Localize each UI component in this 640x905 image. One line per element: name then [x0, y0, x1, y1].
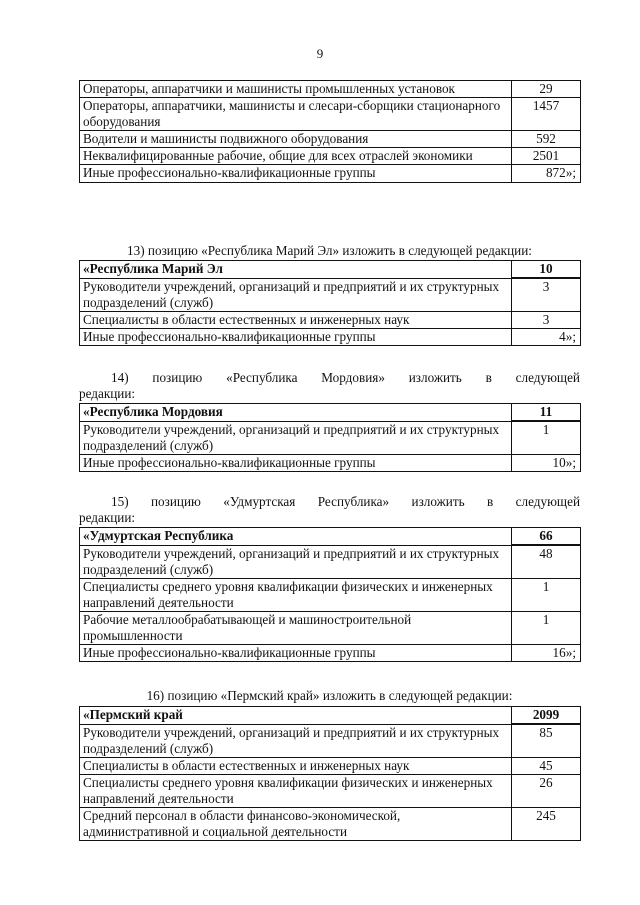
table-row — [80, 165, 581, 182]
row-label: Иные профессионально-квалификационные группы — [80, 165, 512, 182]
region-total: 66 — [512, 528, 581, 546]
row-value: 3 — [512, 311, 581, 328]
row-label: Специалисты в области естественных и инженерных наук — [80, 311, 512, 328]
row-label: Специалисты среднего уровня квалификации физических и инженерных направлений деятельности — [80, 578, 512, 611]
row-label: Руководители учреждений, организаций и предприятий и их структурных подразделений (служб) — [80, 278, 512, 311]
row-value: 1 — [512, 578, 581, 611]
table-row — [80, 278, 581, 311]
row-label: Иные профессионально-квалификационные группы — [80, 645, 512, 662]
intro-line: редакции: — [79, 510, 136, 526]
row-value: 85 — [512, 724, 581, 757]
row-value: 2501 — [512, 148, 581, 165]
row-value: 10»; — [512, 454, 581, 471]
table-row — [80, 611, 581, 644]
table-header-row — [80, 528, 581, 546]
row-value: 48 — [512, 545, 581, 578]
table-row — [80, 545, 581, 578]
region-name: «Республика Марий Эл — [80, 261, 512, 279]
table-row — [80, 808, 581, 841]
row-value: 592 — [512, 131, 581, 148]
row-label: Средний персонал в области финансово-экономической, административной и социальной деятельности — [80, 808, 512, 841]
table-row — [80, 757, 581, 774]
row-label: Иные профессионально-квалификационные группы — [80, 454, 512, 471]
section-13-intro: 13) позицию «Республика Марий Эл» изложить в следующей редакции: — [127, 243, 532, 258]
table-header-row — [80, 261, 581, 279]
continuation-table — [79, 80, 581, 183]
section-14-intro — [79, 370, 580, 402]
section-14-table — [79, 403, 581, 472]
table-row — [80, 645, 581, 662]
row-label: Руководители учреждений, организаций и предприятий и их структурных подразделений (служб) — [80, 545, 512, 578]
page-number: 9 — [316, 46, 324, 61]
table-row — [80, 578, 581, 611]
row-value: 29 — [512, 81, 581, 98]
region-name: «Республика Мордовия — [80, 404, 512, 422]
table-header-row — [80, 404, 581, 422]
intro-line: редакции: — [79, 386, 136, 402]
row-value: 16»; — [512, 645, 581, 662]
row-label: Операторы, аппаратчики, машинисты и слесари-сборщики стационарного оборудования — [80, 98, 512, 131]
region-total: 2099 — [512, 707, 581, 725]
row-label: Рабочие металлообрабатывающей и машиностроительной промышленности — [80, 611, 512, 644]
table-row — [80, 774, 581, 807]
row-label: Водители и машинисты подвижного оборудования — [80, 131, 512, 148]
region-name: «Удмуртская Республика — [80, 528, 512, 546]
section-15-table — [79, 527, 581, 662]
table-row — [80, 98, 581, 131]
row-value: 3 — [512, 278, 581, 311]
intro-line: 14) позицию «Республика Мордовия» изложить в следующей — [111, 370, 580, 385]
row-label: Неквалифицированные рабочие, общие для всех отраслей экономики — [80, 148, 512, 165]
row-value: 1457 — [512, 98, 581, 131]
table-row — [80, 724, 581, 757]
row-value: 4»; — [512, 328, 581, 345]
row-value: 872»; — [512, 165, 581, 182]
table-row — [80, 81, 581, 98]
row-value: 245 — [512, 808, 581, 841]
row-value: 45 — [512, 757, 581, 774]
row-label: Операторы, аппаратчики и машинисты промышленных установок — [80, 81, 512, 98]
section-15-intro — [79, 494, 580, 526]
table-row — [80, 131, 581, 148]
section-16-intro: 16) позицию «Пермский край» изложить в следующей редакции: — [146, 688, 513, 703]
region-total: 10 — [512, 261, 581, 279]
row-label: Специалисты среднего уровня квалификации физических и инженерных направлений деятельности — [80, 774, 512, 807]
table-header-row — [80, 707, 581, 725]
intro-line: 15) позицию «Удмуртская Республика» изложить в следующей — [111, 494, 580, 509]
row-label: Иные профессионально-квалификационные группы — [80, 328, 512, 345]
row-value: 1 — [512, 421, 581, 454]
region-total: 11 — [512, 404, 581, 422]
row-label: Руководители учреждений, организаций и предприятий и их структурных подразделений (служб) — [80, 421, 512, 454]
row-value: 1 — [512, 611, 581, 644]
section-16-table — [79, 706, 581, 841]
table-row — [80, 148, 581, 165]
region-name: «Пермский край — [80, 707, 512, 725]
table-row — [80, 421, 581, 454]
table-row — [80, 311, 581, 328]
row-label: Руководители учреждений, организаций и предприятий и их структурных подразделений (служб) — [80, 724, 512, 757]
row-value: 26 — [512, 774, 581, 807]
table-row — [80, 454, 581, 471]
table-row — [80, 328, 581, 345]
row-label: Специалисты в области естественных и инженерных наук — [80, 757, 512, 774]
section-13-table — [79, 260, 581, 346]
